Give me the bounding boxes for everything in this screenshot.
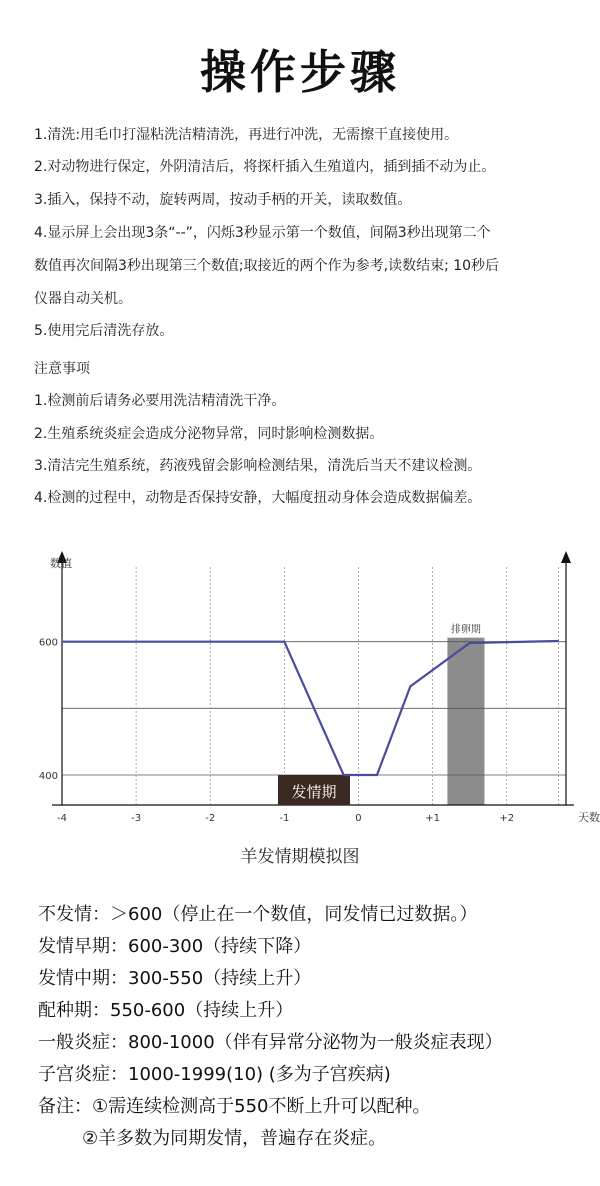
step-4-cont2: 仪器自动关机。 [34,291,132,307]
note-4: 4.检测的过程中，动物是否保持安静，大幅度扭动身体会造成数据偏差。 [34,490,482,506]
step-4: 4.显示屏上会出现3条“--”，闪烁3秒显示第一个数值，间隔3秒出现第二个 [34,225,491,241]
x-tick-3: -1 [279,813,290,824]
legend-line-7: 备注：①需连续检测高于550不断上升可以配种。 [38,1096,431,1117]
legend-line-1: 不发情：＞600（停止在一个数值，同发情已过数据。） [38,904,478,925]
y-axis-label: 数值 [50,557,72,570]
legend-line-4: 配种期：550-600（持续上升） [38,1000,294,1021]
notes-title: 注意事项 [34,361,90,377]
step-1: 1.清洗:用毛巾打湿粘洗洁精清洗，再进行冲洗，无需擦干直接使用。 [34,127,459,143]
x-tick-2: -2 [205,813,216,824]
legend-line-5: 一般炎症：800-1000（伴有异常分泌物为一般炎症表现） [38,1032,503,1053]
chart-caption: 羊发情期模拟图 [240,847,360,867]
note-3: 3.清洁完生殖系统，药液残留会影响检测结果，清洗后当天不建议检测。 [34,458,482,474]
estrus-label: 发情期 [291,783,337,801]
right-axis-arrow [561,551,571,563]
y-tick-600: 600 [38,637,58,649]
x-tick-6: +2 [499,813,515,824]
x-tick-1: -3 [131,813,142,824]
y-tick-400: 400 [38,771,58,782]
legend-line-6: 子宫炎症：1000-1999(10) (多为子宫疾病) [38,1064,391,1085]
x-axis-label: 天数 [578,811,600,824]
x-tick-4: 0 [355,813,362,824]
ovulation-label: 排卵期 [450,624,481,636]
estrus-chart [34,545,600,830]
ovulation-band [447,638,484,805]
page-title: 操作步骤 [200,45,400,99]
legend-line-3: 发情中期：300-550（持续上升） [38,968,312,989]
step-4-cont: 数值再次间隔3秒出现第三个数值;取接近的两个作为参考,读数结束; 10秒后 [34,258,500,274]
legend-line-2: 发情早期：600-300（持续下降） [38,936,312,957]
step-5: 5.使用完后清洗存放。 [34,323,174,339]
x-tick-0: -4 [57,813,67,824]
legend-line-8: ②羊多数为同期发情，普遍存在炎症。 [82,1128,387,1149]
x-tick-5: +1 [425,813,440,824]
note-1: 1.检测前后请务必要用洗洁精清洗干净。 [34,393,286,409]
step-3: 3.插入，保持不动，旋转两周，按动手柄的开关，读取数值。 [34,192,412,208]
note-2: 2.生殖系统炎症会造成分泌物异常，同时影响检测数据。 [34,426,384,442]
step-2: 2.对动物进行保定，外阴清洁后，将探杆插入生殖道内，插到插不动为止。 [34,159,496,175]
